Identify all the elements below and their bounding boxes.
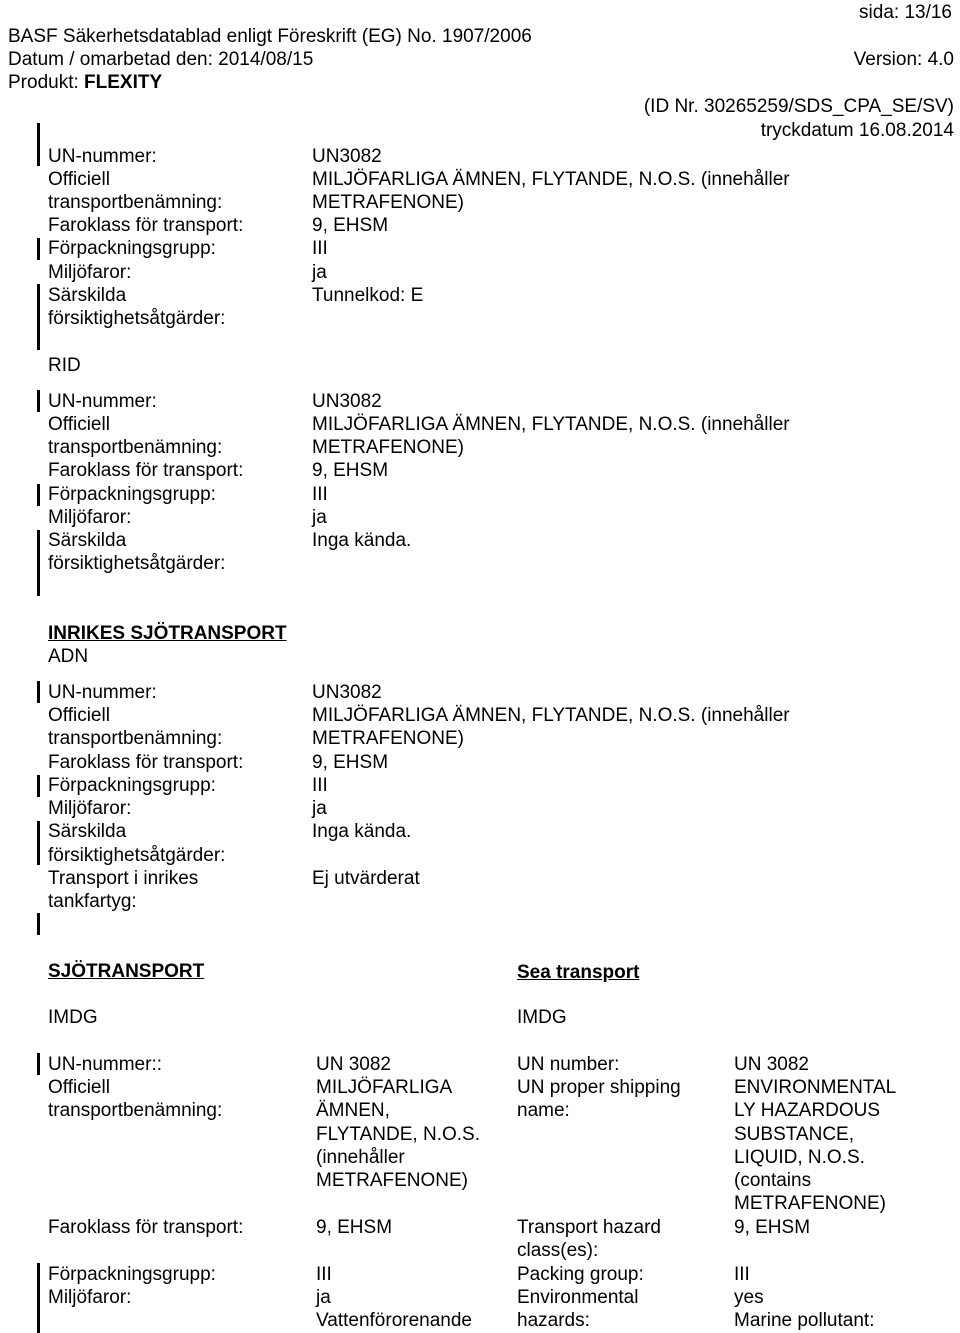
un-number-label: UN-nummer: — [48, 682, 157, 703]
env-hazards-label: Miljöfaror: — [48, 262, 132, 283]
revision-bar — [37, 123, 40, 146]
tunnel-code-value: Tunnelkod: E — [312, 285, 424, 306]
imdg-heading-en: IMDG — [517, 1007, 567, 1028]
official-name-value: METRAFENONE) — [312, 192, 464, 213]
inland-transport-heading: INRIKES SJÖTRANSPORT — [48, 623, 287, 644]
special-precautions-value: Inga kända. — [312, 821, 412, 842]
official-name-value: MILJÖFARLIGA ÄMNEN, FLYTANDE, N.O.S. (innehåller — [312, 169, 790, 190]
official-name-value: METRAFENONE) — [312, 728, 464, 749]
packing-group-value: III — [316, 1264, 332, 1285]
shipping-name-label-en: name: — [517, 1100, 570, 1121]
revision-bar — [37, 144, 40, 166]
packing-group-label-en: Packing group: — [517, 1264, 644, 1285]
env-hazards-label: Miljöfaror: — [48, 798, 132, 819]
revision-date: Datum / omarbetad den: 2014/08/15 — [8, 49, 314, 70]
revision-bar — [37, 681, 40, 703]
official-name-label: Officiell — [48, 1077, 110, 1098]
revision-bar — [37, 821, 40, 865]
official-name-value: METRAFENONE) — [312, 437, 464, 458]
revision-bar — [37, 1263, 40, 1333]
un-number-value: UN3082 — [312, 682, 382, 703]
shipping-name-value-en: ENVIRONMENTAL — [734, 1077, 897, 1098]
revision-bar — [37, 530, 40, 596]
revision-bar — [37, 284, 40, 350]
env-hazards-value: ja — [312, 507, 327, 528]
env-hazards-value: ja — [312, 798, 327, 819]
env-hazards-label: Miljöfaror: — [48, 1287, 132, 1308]
special-precautions-label: Särskilda — [48, 285, 127, 306]
official-name-value: FLYTANDE, N.O.S. — [316, 1124, 480, 1145]
special-precautions-label: Särskilda — [48, 821, 127, 842]
env-hazards-value-en: yes — [734, 1287, 764, 1308]
adn-heading: ADN — [48, 646, 89, 667]
official-name-value: ÄMNEN, — [316, 1100, 390, 1121]
un-number-value: UN3082 — [312, 391, 382, 412]
packing-group-label: Förpackningsgrupp: — [48, 484, 216, 505]
hazard-class-value: 9, EHSM — [312, 215, 389, 236]
hazard-class-value: 9, EHSM — [316, 1217, 393, 1238]
hazard-class-label: Faroklass för transport: — [48, 1217, 244, 1238]
hazard-class-value: 9, EHSM — [312, 752, 389, 773]
packing-group-value: III — [312, 775, 328, 796]
special-precautions-label: Särskilda — [48, 530, 127, 551]
packing-group-value: III — [312, 484, 328, 505]
product-label: Produkt: — [8, 72, 79, 93]
print-date: tryckdatum 16.08.2014 — [760, 120, 954, 141]
packing-group-value-en: III — [734, 1264, 750, 1285]
hazard-class-label: Faroklass för transport: — [48, 460, 244, 481]
un-number-label: UN-nummer: — [48, 146, 157, 167]
imdg-heading-sv: IMDG — [48, 1007, 98, 1028]
official-name-value: MILJÖFARLIGA — [316, 1077, 453, 1098]
shipping-name-value-en: (contains — [734, 1170, 812, 1191]
official-name-label: transportbenämning: — [48, 1100, 223, 1121]
env-hazards-label-en: hazards: — [517, 1310, 590, 1331]
un-number-value: UN3082 — [312, 146, 382, 167]
un-number-label: UN-nummer:: — [48, 1054, 163, 1075]
page-number: sida: 13/16 — [859, 2, 952, 23]
official-name-label: Officiell — [48, 169, 110, 190]
revision-bar — [37, 484, 40, 506]
revision-bar — [37, 775, 40, 797]
tank-vessel-value: Ej utvärderat — [312, 868, 420, 889]
official-name-value: METRAFENONE) — [316, 1170, 468, 1191]
un-number-label-en: UN number: — [517, 1054, 620, 1075]
hazard-class-label-en: class(es): — [517, 1240, 599, 1261]
special-precautions-label: försiktighetsåtgärder: — [48, 308, 226, 329]
revision-bar — [37, 913, 40, 935]
packing-group-label: Förpackningsgrupp: — [48, 238, 216, 259]
special-precautions-value: Inga kända. — [312, 530, 412, 551]
un-number-label: UN-nummer: — [48, 391, 157, 412]
official-name-label: transportbenämning: — [48, 437, 223, 458]
official-name-value: MILJÖFARLIGA ÄMNEN, FLYTANDE, N.O.S. (innehåller — [312, 705, 790, 726]
official-name-value: (innehåller — [316, 1147, 405, 1168]
shipping-name-value-en: METRAFENONE) — [734, 1193, 886, 1214]
revision-bar — [37, 1053, 40, 1075]
official-name-label: transportbenämning: — [48, 728, 223, 749]
id-number: (ID Nr. 30265259/SDS_CPA_SE/SV) — [643, 96, 954, 117]
packing-group-value: III — [312, 238, 328, 259]
hazard-class-label: Faroklass för transport: — [48, 752, 244, 773]
un-number-value-en: UN 3082 — [734, 1054, 809, 1075]
version: Version: 4.0 — [853, 49, 954, 70]
product-line — [8, 71, 162, 94]
sea-transport-heading-en: Sea transport — [517, 962, 640, 983]
rid-heading: RID — [48, 355, 81, 376]
env-hazards-label-en: Environmental — [517, 1287, 639, 1308]
revision-bar — [37, 390, 40, 412]
hazard-class-label-en: Transport hazard — [517, 1217, 661, 1238]
un-number-value: UN 3082 — [316, 1054, 391, 1075]
official-name-label: transportbenämning: — [48, 192, 223, 213]
marine-pollutant-label-en: Marine pollutant: — [734, 1310, 875, 1331]
env-hazards-value: ja — [316, 1287, 331, 1308]
revision-bar — [37, 238, 40, 260]
sea-transport-heading-sv: SJÖTRANSPORT — [48, 961, 205, 982]
official-name-value: MILJÖFARLIGA ÄMNEN, FLYTANDE, N.O.S. (innehåller — [312, 414, 790, 435]
packing-group-label: Förpackningsgrupp: — [48, 775, 216, 796]
water-pollutant-value: Vattenförorenande — [316, 1310, 472, 1331]
env-hazards-value: ja — [312, 262, 327, 283]
special-precautions-label: försiktighetsåtgärder: — [48, 845, 226, 866]
shipping-name-value-en: SUBSTANCE, — [734, 1124, 855, 1145]
tank-vessel-label: Transport i inrikes — [48, 868, 199, 889]
shipping-name-value-en: LY HAZARDOUS — [734, 1100, 881, 1121]
regulation-line: BASF Säkerhetsdatablad enligt Föreskrift (EG) No. 1907/2006 — [8, 26, 532, 47]
hazard-class-label: Faroklass för transport: — [48, 215, 244, 236]
official-name-label: Officiell — [48, 705, 110, 726]
official-name-label: Officiell — [48, 414, 110, 435]
env-hazards-label: Miljöfaror: — [48, 507, 132, 528]
hazard-class-value-en: 9, EHSM — [734, 1217, 811, 1238]
product-name: FLEXITY — [84, 72, 163, 93]
packing-group-label: Förpackningsgrupp: — [48, 1264, 216, 1285]
special-precautions-label: försiktighetsåtgärder: — [48, 553, 226, 574]
tank-vessel-label: tankfartyg: — [48, 891, 137, 912]
hazard-class-value: 9, EHSM — [312, 460, 389, 481]
shipping-name-label-en: UN proper shipping — [517, 1077, 681, 1098]
shipping-name-value-en: LIQUID, N.O.S. — [734, 1147, 865, 1168]
